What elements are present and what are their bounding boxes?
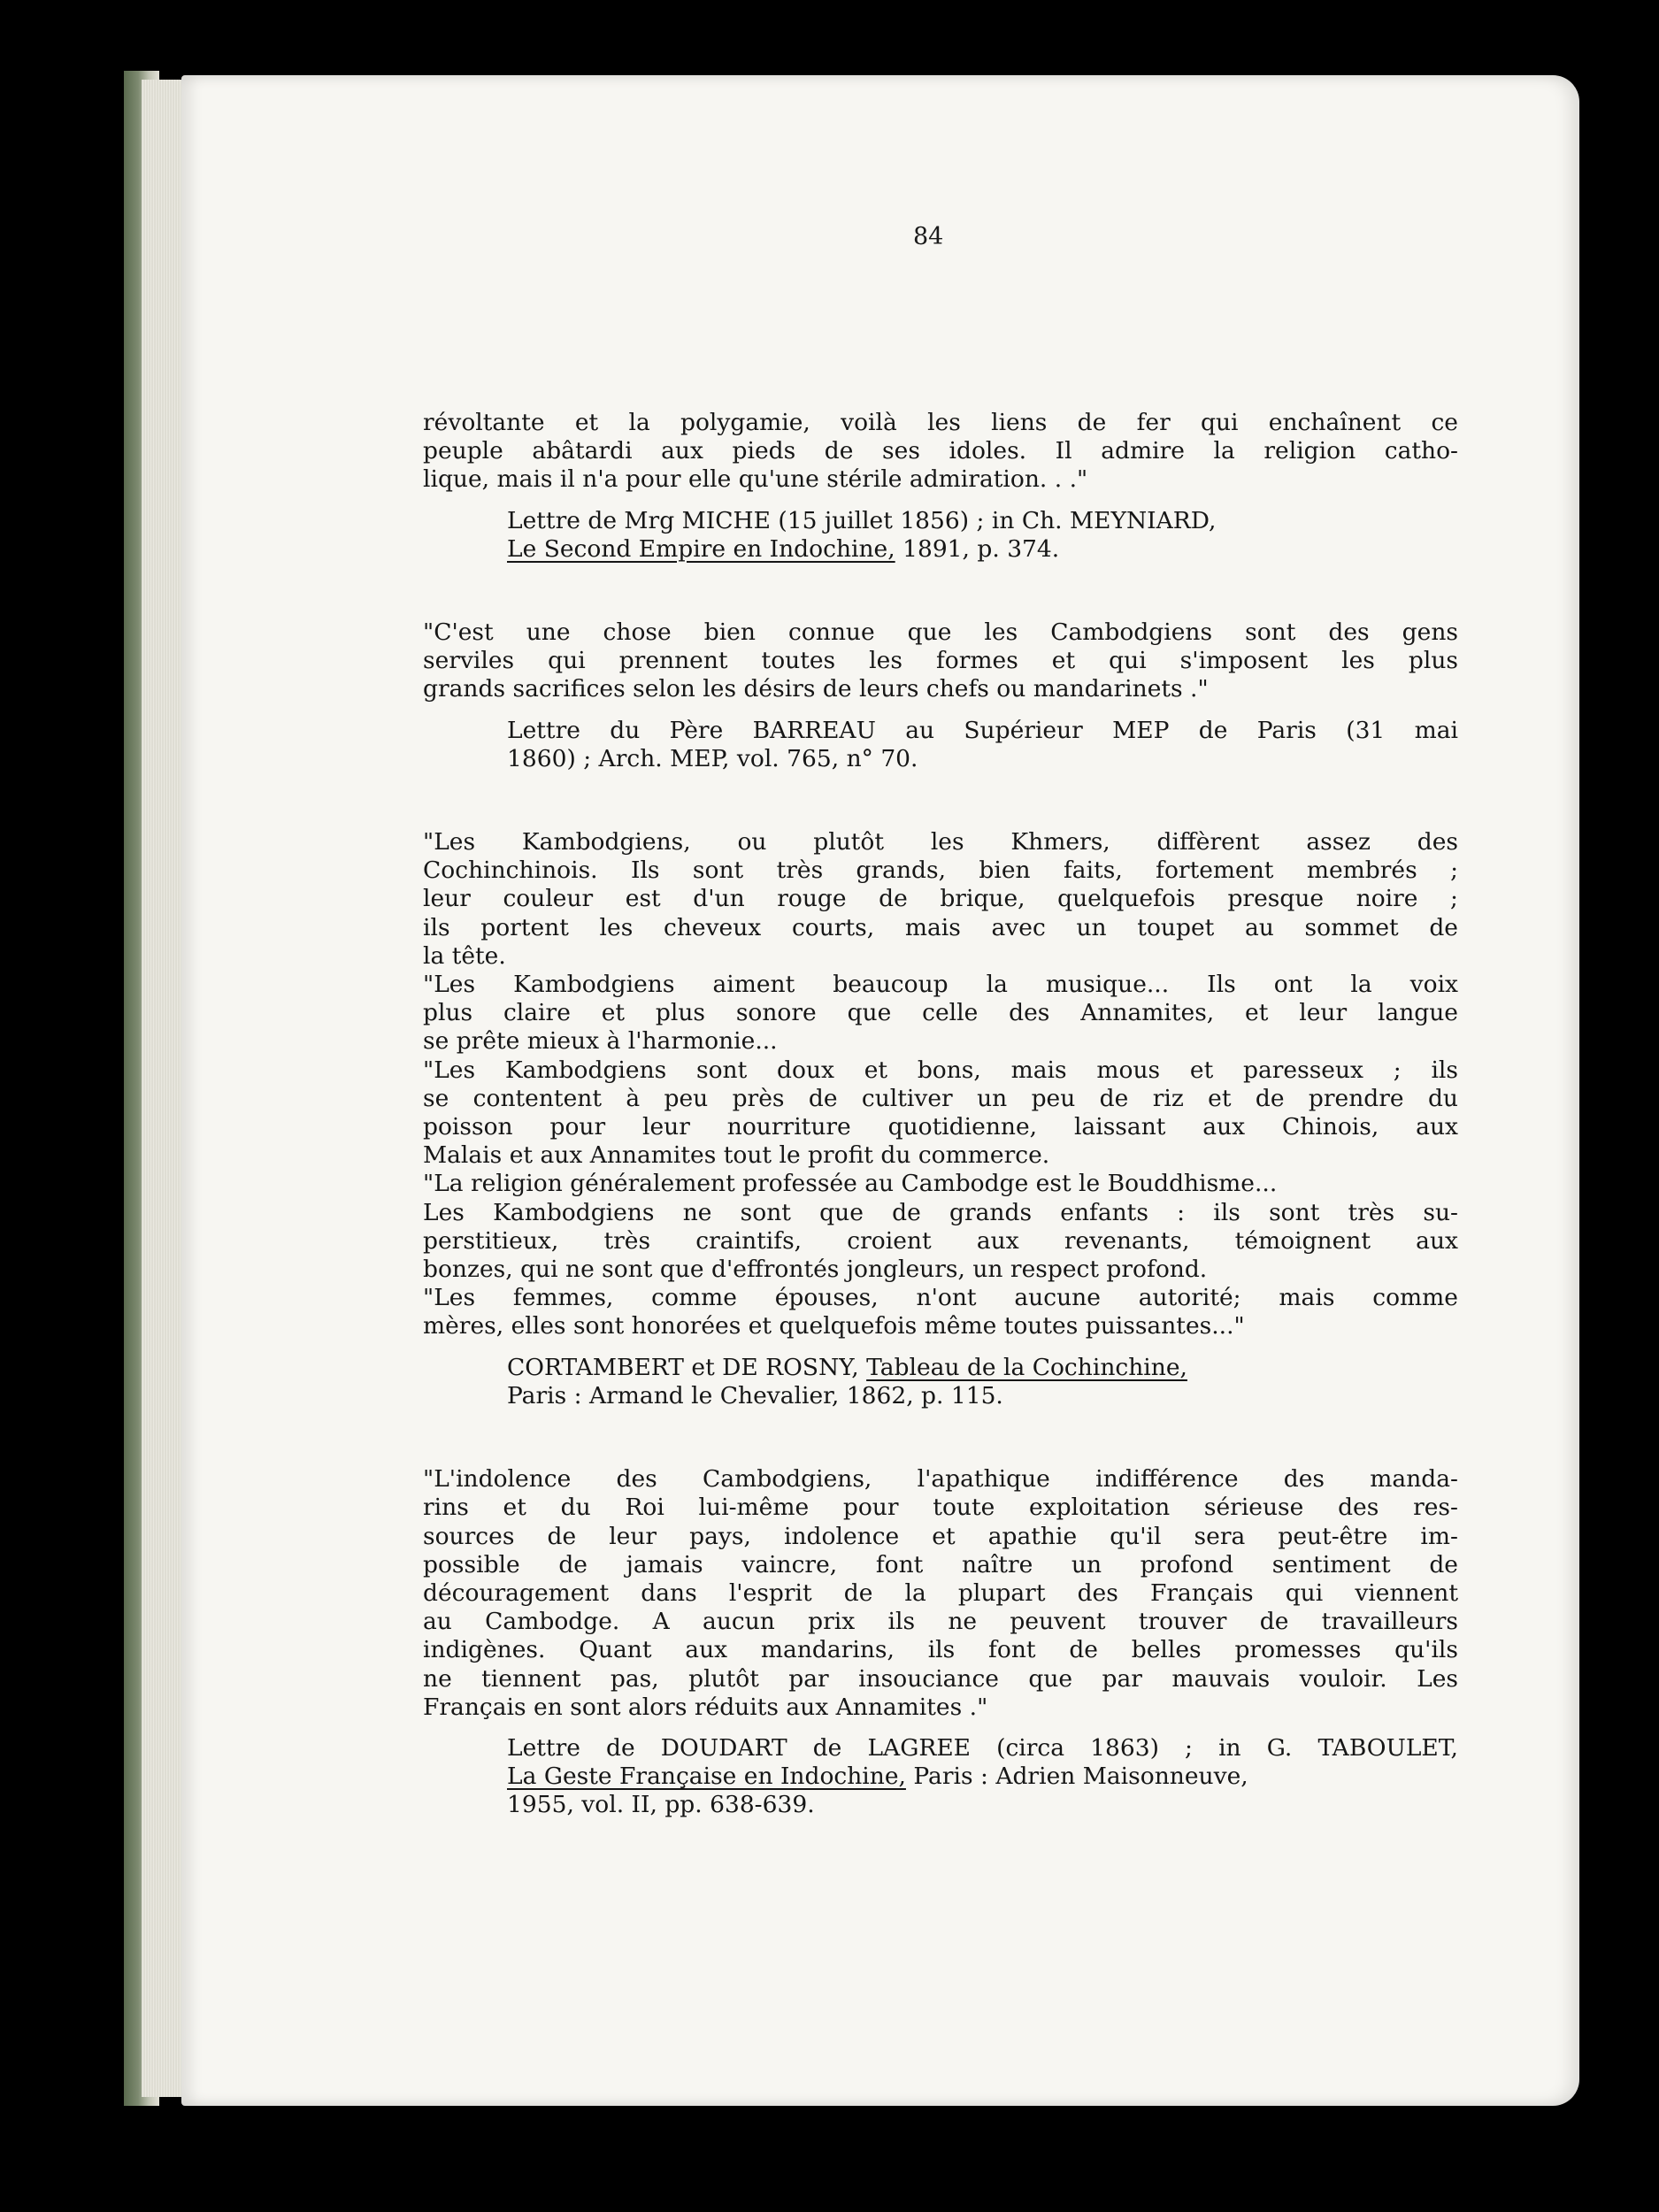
citation-line: Lettre du Père BARREAU au Supérieur MEP de Paris (31 mai	[507, 716, 1458, 744]
citation-details: 1891, p. 374.	[895, 534, 1060, 563]
quote-line: "La religion généralement professée au Cambodge est le Bouddhisme...	[423, 1170, 1278, 1198]
quote-line: bonzes, qui ne sont que d'effrontés jongleurs, un respect profond.	[423, 1256, 1208, 1284]
quote-line: ne tiennent pas, plutôt par insouciance que par mauvais vouloir. Les	[423, 1664, 1458, 1693]
citation-3	[423, 1354, 1458, 1410]
quote-line: se contentent à peu près de cultiver un peu de riz et de prendre du	[423, 1084, 1458, 1112]
citation-4	[423, 1734, 1458, 1820]
quote-line: mères, elles sont honorées et quelquefois même toutes puissantes..."	[423, 1312, 1245, 1340]
quote-line: découragement dans l'esprit de la plupart des Français qui viennent	[423, 1578, 1458, 1607]
quote-line: peuple abâtardi aux pieds de ses idoles. Il admire la religion catho-	[423, 437, 1458, 465]
quote-line: révoltante et la polygamie, voilà les liens de fer qui enchaînent ce	[423, 409, 1458, 436]
citation-title: Tableau de la Cochinchine,	[866, 1353, 1187, 1381]
quote-line: "C'est une chose bien connue que les Cambodgiens sont des gens	[423, 618, 1458, 647]
page-number: 84	[913, 223, 944, 250]
citation-title: La Geste Française en Indochine,	[507, 1763, 906, 1791]
quote-line: grands sacrifices selon les désirs de leurs chefs ou mandarinets ."	[423, 675, 1209, 703]
quote-line: leur couleur est d'un rouge de brique, quelquefois presque noire ;	[423, 885, 1458, 913]
citation-2	[423, 717, 1458, 773]
quote-line: sources de leur pays, indolence et apathie qu'il sera peut-être im-	[423, 1522, 1458, 1550]
quote-1	[423, 409, 1458, 495]
citation-line	[507, 1354, 1458, 1382]
quote-line: "Les Kambodgiens sont doux et bons, mais mous et paresseux ; ils	[423, 1056, 1458, 1084]
quote-line: poisson pour leur nourriture quotidienne, laissant aux Chinois, aux	[423, 1113, 1458, 1141]
quote-line: lique, mais il n'a pour elle qu'une stérile admiration. . ."	[423, 465, 1088, 494]
quote-line: "Les Kambodgiens, ou plutôt les Khmers, diffèrent assez des	[423, 828, 1458, 856]
citation-line: 1955, vol. II, pp. 638-639.	[507, 1791, 815, 1819]
citation-line	[507, 1763, 1458, 1791]
quote-line: au Cambodge. A aucun prix ils ne peuvent trouver de travailleurs	[423, 1608, 1458, 1636]
quote-4	[423, 1465, 1458, 1722]
page-body	[423, 409, 1458, 1820]
citation-authors: CORTAMBERT et DE ROSNY,	[507, 1353, 867, 1381]
quote-line: ils portent les cheveux courts, mais avec un toupet au sommet de	[423, 913, 1458, 941]
citation-1	[423, 507, 1458, 564]
quote-line: Les Kambodgiens ne sont que de grands enfants : ils sont très su-	[423, 1198, 1458, 1226]
citation-details: Paris : Adrien Maisonneuve,	[905, 1763, 1248, 1791]
quote-line: "Les Kambodgiens aiment beaucoup la musique... Ils ont la voix	[423, 971, 1458, 999]
quote-line: perstitieux, très craintifs, croient aux revenants, témoignent aux	[423, 1226, 1458, 1255]
quote-line: la tête.	[423, 941, 506, 970]
citation-title: Le Second Empire en Indochine,	[507, 534, 895, 563]
quote-line: "L'indolence des Cambodgiens, l'apathique indifférence des manda-	[423, 1465, 1458, 1494]
quote-line: plus claire et plus sonore que celle des Annamites, et leur langue	[423, 999, 1458, 1027]
citation-line: Lettre de Mrg MICHE (15 juillet 1856) ; in Ch. MEYNIARD,	[507, 506, 1217, 534]
quote-line: Français en sont alors réduits aux Annamites ."	[423, 1693, 988, 1721]
quote-line: Malais et aux Annamites tout le profit du commerce.	[423, 1141, 1050, 1170]
quote-line: possible de jamais vaincre, font naître un profond sentiment de	[423, 1550, 1458, 1578]
citation-line	[507, 535, 1458, 564]
citation-line: Lettre de DOUDART de LAGREE (circa 1863) ; in G. TABOULET,	[507, 1733, 1458, 1762]
quote-2	[423, 618, 1458, 704]
quote-line: se prête mieux à l'harmonie...	[423, 1027, 778, 1056]
quote-line: rins et du Roi lui-même pour toute exploitation sérieuse des res-	[423, 1494, 1458, 1522]
quote-line: indigènes. Quant aux mandarins, ils font de belles promesses qu'ils	[423, 1636, 1458, 1664]
quote-line: "Les femmes, comme épouses, n'ont aucune autorité; mais comme	[423, 1284, 1458, 1312]
quote-3	[423, 828, 1458, 1341]
quote-line: serviles qui prennent toutes les formes et qui s'imposent les plus	[423, 647, 1458, 675]
citation-line: Paris : Armand le Chevalier, 1862, p. 115.	[507, 1381, 1003, 1409]
quote-line: Cochinchinois. Ils sont très grands, bien faits, fortement membrés ;	[423, 856, 1458, 885]
citation-line: 1860) ; Arch. MEP, vol. 765, n° 70.	[507, 744, 918, 772]
